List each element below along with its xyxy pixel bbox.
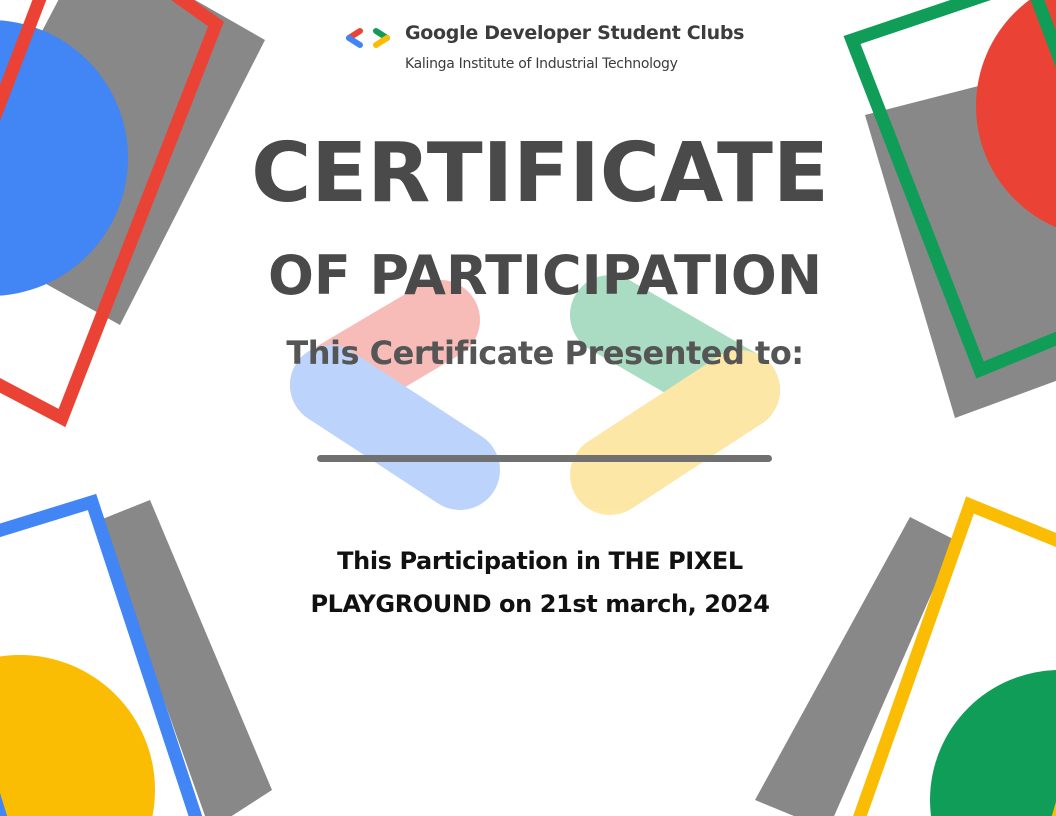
recipient-name-line [317,455,772,462]
gdsc-logo-icon [343,24,393,52]
certificate-title: CERTIFICATE [251,126,829,221]
certificate-subtitle: OF PARTICIPATION [267,244,823,307]
bottom-right-decoration [755,505,1056,816]
event-line-2: PLAYGROUND on 21st march, 2024 [310,590,770,618]
institution-name: Kalinga Institute of Industrial Technology [405,56,678,72]
bottom-left-decoration [0,500,272,816]
event-line-1: This Participation in THE PIXEL [337,547,743,575]
presented-to-label: This Certificate Presented to: [286,334,804,372]
event-description [290,540,790,626]
org-name: Google Developer Student Clubs [405,22,745,44]
